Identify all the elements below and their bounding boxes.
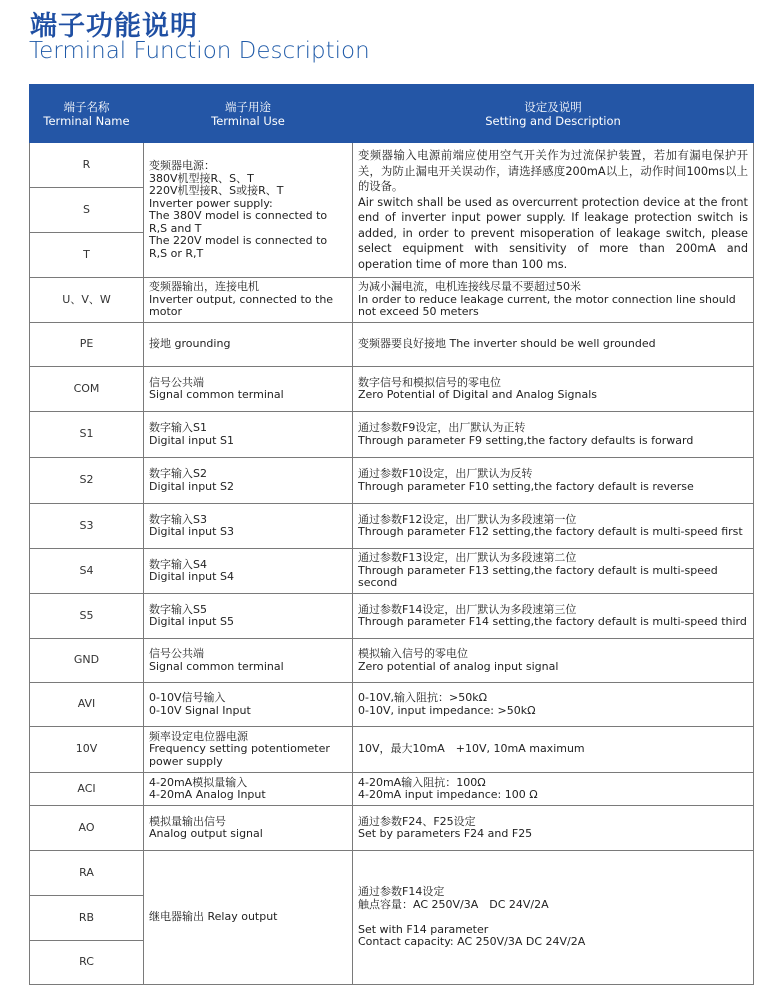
terminal-description	[353, 683, 754, 727]
terminal-use	[144, 458, 353, 504]
terminal-description	[353, 504, 754, 549]
terminal-name: RA	[30, 851, 144, 896]
terminal-use	[144, 323, 353, 367]
terminal-use	[144, 773, 353, 806]
terminal-description	[353, 773, 754, 806]
terminal-name: PE	[30, 323, 144, 367]
terminal-name: COM	[30, 367, 144, 412]
terminal-description	[353, 639, 754, 683]
terminal-description-text: 通过参数F14设定 触点容量：AC 250V/3A DC 24V/2A Set with F14 parameter Contact capacity: AC 250V/3A DC 24V/2A	[358, 885, 586, 949]
terminal-description	[353, 367, 754, 412]
terminal-name: 10V	[30, 727, 144, 773]
terminal-description-text: 通过参数F12设定，出厂默认为多段速第一位 Through parameter F12 setting,the factory default is multi-speed first	[358, 512, 743, 538]
terminal-use-text: 接地 grounding	[149, 337, 231, 351]
terminal-table	[29, 84, 754, 985]
terminal-use	[144, 851, 353, 985]
terminal-use-text: 数字输入S2 Digital input S2	[149, 467, 234, 493]
terminal-use-text: 变频器电源： 380V机型接R、S、T 220V机型接R、S或接R、T Inverter power supply: The 380V model is connected to R,S and T The 220V model is connected to R,S or R,T	[149, 159, 328, 260]
terminal-name: AO	[30, 806, 144, 851]
terminal-use	[144, 367, 353, 412]
terminal-description	[353, 727, 754, 773]
terminal-name: S4	[30, 549, 144, 594]
terminal-name: R	[30, 143, 144, 188]
terminal-use	[144, 806, 353, 851]
header-en: Terminal Name	[43, 113, 130, 128]
terminal-use	[144, 412, 353, 458]
terminal-description	[353, 549, 754, 594]
table-row	[30, 806, 754, 851]
terminal-use-text: 信号公共端 Signal common terminal	[149, 375, 284, 401]
terminal-name: T	[30, 233, 144, 278]
terminal-description-text: 数字信号和模拟信号的零电位 Zero Potential of Digital and Analog Signals	[358, 375, 597, 401]
table-row	[30, 727, 754, 773]
terminal-use-text: 数字输入S4 Digital input S4	[149, 557, 234, 583]
terminal-use-text: 数字输入S5 Digital input S5	[149, 602, 234, 628]
terminal-description-text: 0-10V,输入阻抗：>50kΩ 0-10V, input impedance: >50kΩ	[358, 691, 536, 717]
header-cn: 端子用途	[225, 99, 271, 114]
terminal-name: U、V、W	[30, 278, 144, 323]
table-row	[30, 323, 754, 367]
terminal-use-text: 继电器输出 Relay output	[149, 910, 278, 924]
terminal-description-text: 通过参数F13设定，出厂默认为多段速第二位 Through parameter F13 setting,the factory default is multi-speed second	[358, 551, 718, 590]
terminal-name: S2	[30, 458, 144, 504]
terminal-use	[144, 639, 353, 683]
terminal-name: S	[30, 188, 144, 233]
table-row	[30, 278, 754, 323]
terminal-description	[353, 412, 754, 458]
header-terminal-use	[144, 85, 353, 143]
terminal-description-text: 模拟输入信号的零电位 Zero potential of analog input signal	[358, 647, 559, 673]
terminal-use	[144, 549, 353, 594]
terminal-description	[353, 806, 754, 851]
terminal-description-text: 为减小漏电流，电机连接线尽量不要超过50米 In order to reduce leakage current, the motor connection line should not exceed 50 meters	[358, 280, 736, 319]
terminal-use	[144, 683, 353, 727]
terminal-description-text: 通过参数F10设定，出厂默认为反转 Through parameter F10 setting,the factory default is reverse	[358, 467, 694, 493]
table-row	[30, 851, 754, 896]
terminal-name: RB	[30, 896, 144, 941]
terminal-description	[353, 278, 754, 323]
terminal-use-text: 0-10V信号输入 0-10V Signal Input	[149, 691, 251, 717]
terminal-description-text: 4-20mA输入阻抗：100Ω 4-20mA input impedance: 100 Ω	[358, 775, 538, 801]
table-row	[30, 143, 754, 188]
table-row	[30, 458, 754, 504]
header-cn: 端子名称	[63, 99, 110, 114]
terminal-name: S1	[30, 412, 144, 458]
table-row	[30, 683, 754, 727]
table-row	[30, 412, 754, 458]
terminal-description-text: 通过参数F14设定，出厂默认为多段速第三位 Through parameter F14 setting,the factory default is multi-speed third	[358, 602, 747, 628]
terminal-use-text: 频率设定电位器电源 Frequency setting potentiometer power supply	[149, 729, 330, 768]
terminal-description-text: 10V，最大10mA +10V, 10mA maximum	[358, 742, 585, 756]
page-title-cn: 端子功能说明	[30, 11, 198, 42]
table-row	[30, 504, 754, 549]
terminal-use	[144, 594, 353, 639]
terminal-description-text: 通过参数F24、F25设定 Set by parameters F24 and F25	[358, 814, 533, 840]
header-terminal-name	[30, 85, 144, 143]
terminal-name: AVI	[30, 683, 144, 727]
terminal-description-text: 变频器输入电源前端应使用空气开关作为过流保护装置，若加有漏电保护开关，为防止漏电开关误动作，请选择感度200mA以上，动作时间100ms以上的设备。 Air switch shall be used as overcurrent protection device at the front end of inverter input power supply. If leakage protection switch is added, in order to prevent misoperation of leakage switch, please select equipment with sensitivity of more than 200mA and operation time of more than 100 ms.	[358, 149, 748, 271]
terminal-description-text: 通过参数F9设定，出厂默认为正转 Through parameter F9 setting,the factory defaults is forward	[358, 421, 694, 447]
table-row	[30, 367, 754, 412]
terminal-use	[144, 504, 353, 549]
table-row	[30, 594, 754, 639]
terminal-name: RC	[30, 941, 144, 985]
header-setting-description	[353, 85, 754, 143]
terminal-description	[353, 143, 754, 278]
terminal-name: ACI	[30, 773, 144, 806]
terminal-use-text: 4-20mA模拟量输入 4-20mA Analog Input	[149, 775, 266, 801]
terminal-use	[144, 727, 353, 773]
terminal-use-text: 模拟量输出信号 Analog output signal	[149, 814, 263, 840]
terminal-use-text: 数字输入S3 Digital input S3	[149, 512, 234, 538]
terminal-name: GND	[30, 639, 144, 683]
terminal-description	[353, 594, 754, 639]
table-row	[30, 773, 754, 806]
terminal-description-text: 变频器要良好接地 The inverter should be well grounded	[358, 337, 656, 351]
header-en: Terminal Use	[211, 113, 285, 128]
terminal-use-text: 信号公共端 Signal common terminal	[149, 647, 284, 673]
page-title-en: Terminal Function Description	[29, 38, 370, 64]
terminal-description	[353, 851, 754, 985]
terminal-name: S3	[30, 504, 144, 549]
terminal-description	[353, 323, 754, 367]
terminal-description	[353, 458, 754, 504]
terminal-use-text: 数字输入S1 Digital input S1	[149, 421, 234, 447]
header-en: Setting and Description	[485, 113, 621, 128]
table-row	[30, 639, 754, 683]
header-cn: 设定及说明	[524, 99, 582, 114]
terminal-use	[144, 278, 353, 323]
terminal-use	[144, 143, 353, 278]
terminal-use-text: 变频器输出，连接电机 Inverter output, connected to the motor	[149, 280, 334, 319]
table-row	[30, 549, 754, 594]
terminal-name: S5	[30, 594, 144, 639]
table-header-row	[30, 85, 754, 143]
